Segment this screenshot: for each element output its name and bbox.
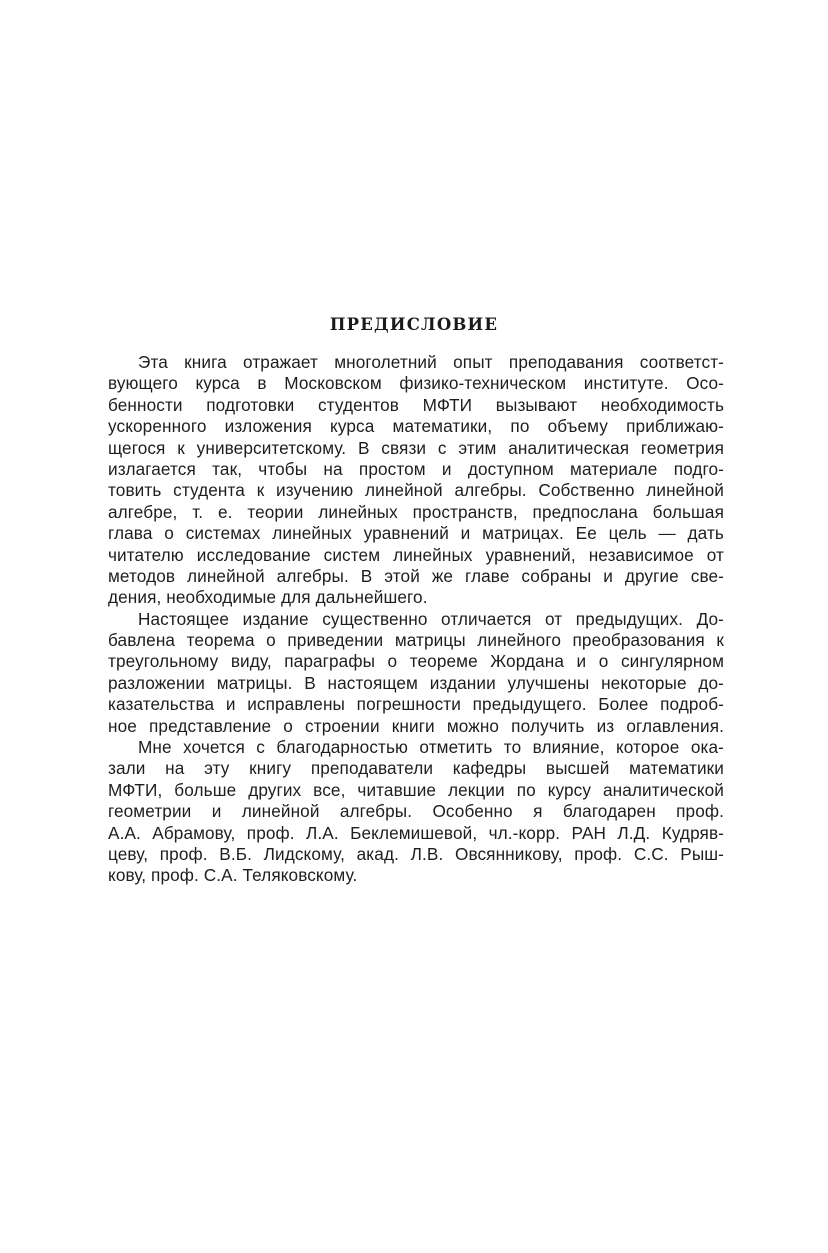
paragraph-2-line: ное представление о строении книги можно получить из оглавления. — [108, 715, 724, 736]
paragraph-2-line: треугольному виду, параграфы о теореме Жордана и о сингулярном — [108, 651, 724, 672]
paragraph-3-line: кову, проф. С.А. Теляковскому. — [108, 865, 358, 886]
paragraph-1-line: дения, необходимые для дальнейшего. — [108, 587, 428, 608]
paragraph-2-line: бавлена теорема о приведении матрицы линейного преобразования к — [108, 630, 724, 651]
paragraph-1-line: методов линейной алгебры. В этой же главе собраны и другие све- — [108, 565, 724, 586]
paragraph-3-line: геометрии и линейной алгебры. Особенно я благодарен проф. — [108, 801, 724, 822]
paragraph-1-line: алгебре, т. е. теории линейных пространств, предпослана большая — [108, 501, 724, 522]
paragraph-3-line: зали на эту книгу преподаватели кафедры высшей математики — [108, 758, 724, 779]
paragraph-1-line: Эта книга отражает многолетний опыт преподавания соответст- — [138, 352, 724, 372]
paragraph-2-line: Настоящее издание существенно отличается от предыдущих. До- — [138, 608, 724, 629]
paragraph-1-line: вующего курса в Московском физико-техническом институте. Осо- — [108, 373, 724, 394]
paragraph-1-line: ускоренного изложения курса математики, по объему приближаю- — [108, 416, 724, 437]
paragraph-1-line: читателю исследование систем линейных уравнений, независимое от — [108, 544, 724, 565]
paragraph-3-line: МФТИ, больше других все, читавшие лекции по курсу аналитической — [108, 779, 724, 800]
paragraph-1-line: щегося к университетскому. В связи с этим аналитическая геометрия — [108, 437, 724, 458]
paragraph-3-line: цеву, проф. В.Б. Лидскому, акад. Л.В. Овсянникову, проф. С.С. Рыш- — [108, 843, 724, 864]
paragraph-3-line: А.А. Абрамову, проф. Л.А. Беклемишевой, чл.-корр. РАН Л.Д. Кудряв- — [108, 822, 724, 843]
page-title: ПРЕДИСЛОВИЕ — [329, 315, 499, 334]
paragraph-1-line: излагается так, чтобы на простом и доступном материале подго- — [108, 458, 724, 479]
preface-text — [108, 352, 724, 887]
paragraph-2-line: казательства и исправлены погрешности предыдущего. Более подроб- — [108, 694, 724, 715]
paragraph-3-line: Мне хочется с благодарностью отметить то влияние, которое ока- — [138, 737, 724, 758]
paragraph-1-line: глава о системах линейных уравнений и матрицах. Ее цель — дать — [108, 523, 724, 544]
paragraph-1-line: бенности подготовки студентов МФТИ вызывают необходимость — [108, 394, 724, 415]
paragraph-1-line: товить студента к изучению линейной алгебры. Собственно линейной — [108, 480, 724, 501]
paragraph-2-line: разложении матрицы. В настоящем издании улучшены некоторые до- — [108, 672, 724, 693]
